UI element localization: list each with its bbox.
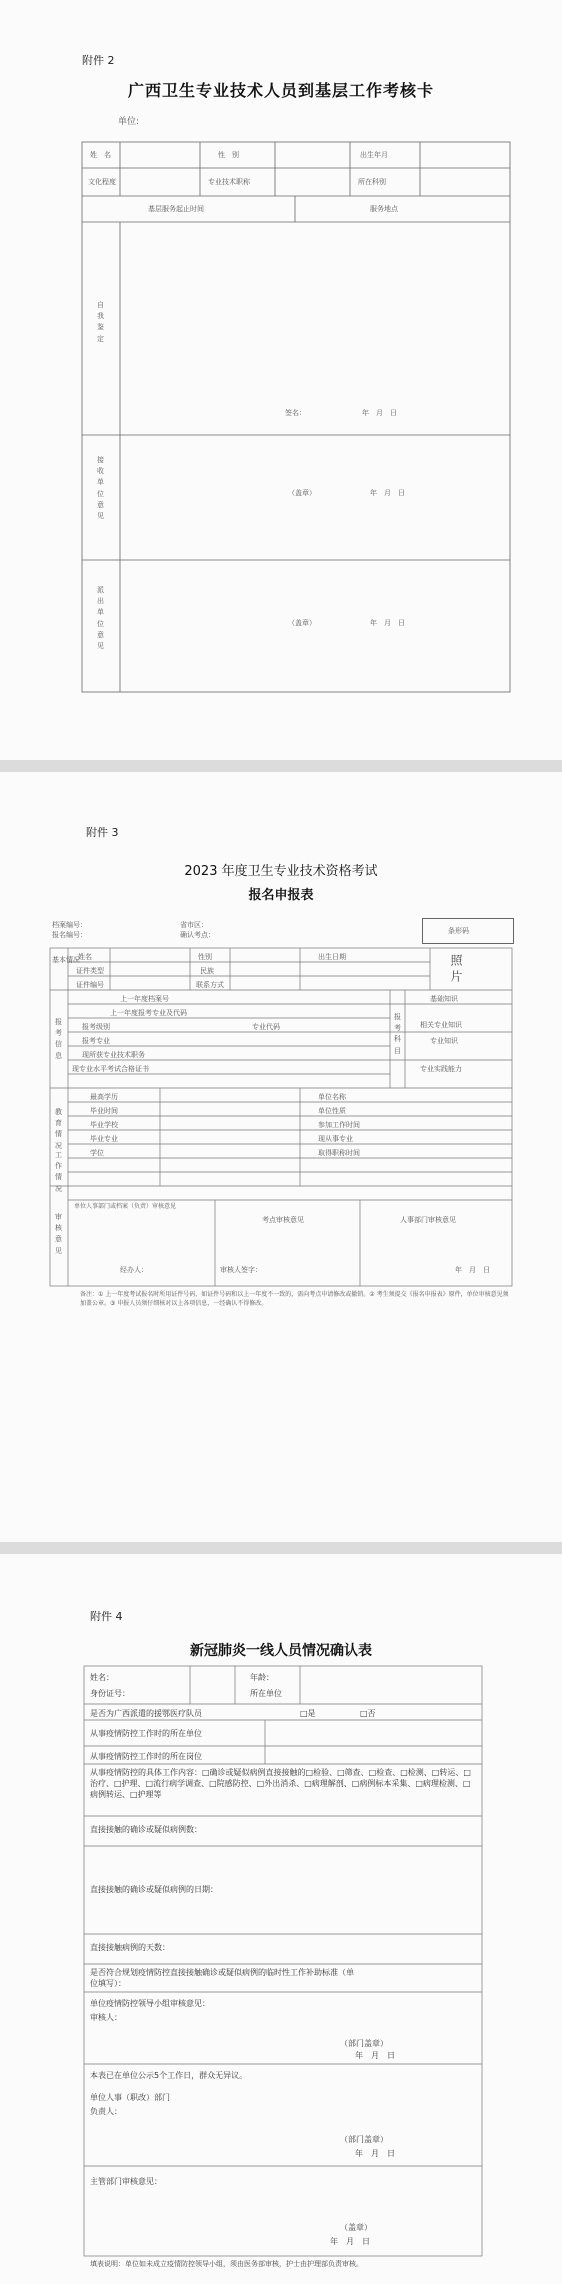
major-code-label: 专业代码 [252, 1023, 280, 1031]
date-2: 年 月 日 [355, 2149, 395, 2158]
birth-label: 出生年月 [360, 151, 388, 159]
exam-no-label: 档案编号： [52, 921, 87, 929]
work-time-label: 参加工作时间 [318, 1121, 360, 1129]
title-grant-label: 取得职称时间 [318, 1149, 360, 1157]
personnel-label: 人事部门审核意见 [400, 1216, 456, 1224]
publicity-text: 本表已在单位公示5个工作日，群众无异议。 [90, 2071, 248, 2080]
page-title-line1: 2023 年度卫生专业技术资格考试 [184, 864, 378, 879]
signer-label: 审核人签字： [220, 1266, 262, 1274]
prev-year-label: 上一年度档案号 [120, 995, 169, 1003]
id-no-label: 身份证号： [90, 1689, 130, 1698]
service-time-label: 基层服务起止时间 [148, 205, 204, 213]
attachment-label: 附件 3 [86, 826, 119, 839]
confirm-label: 确认考点： [180, 931, 215, 939]
section-subjects: 报考科目 [394, 1013, 401, 1055]
gender-label: 性 别 [218, 151, 239, 159]
page-attachment-3 [0, 772, 562, 1542]
photo-placeholder: 照片 [449, 954, 463, 986]
page-attachment-4 [0, 1554, 562, 2284]
tech-title-label: 专业技术职称 [208, 178, 250, 186]
self-eval-signature: 签名： [285, 409, 306, 417]
q1-yes[interactable]: □是 [300, 1709, 316, 1718]
name-label: 姓名 [78, 953, 92, 961]
supervisor-label: 主管部门审核意见： [90, 2177, 162, 2186]
subject-practice: 专业实践能力 [420, 1065, 462, 1073]
subject-related: 相关专业知识 [420, 1021, 462, 1029]
section-review: 审核意见 [55, 1213, 62, 1255]
q4-label: 从事疫情防控的具体工作内容：□确诊或疑似病例直接接触的□检验、□筛查、□检查、□检测、□转运、□治疗、□护理、□流行病学调查、□院感防控、□外出消杀、□病理解剖、□病例标本采集、□病理检测、□病例转运、□护理等 [90, 1768, 471, 1799]
reviewer-label: 审核人： [90, 2013, 122, 2022]
unit-label: 单位: [118, 117, 140, 127]
work-unit-label: 单位名称 [318, 1093, 346, 1101]
exam-opinion-label: 考点审核意见 [262, 1216, 304, 1224]
handler-label: 经办人： [120, 1266, 148, 1274]
q7-label: 直接接触病例的天数： [90, 1943, 170, 1952]
self-eval-label: 自我鉴定 [97, 301, 104, 343]
service-place-label: 服务地点 [370, 205, 398, 213]
date-3: 年 月 日 [330, 2237, 370, 2246]
page-attachment-2 [0, 0, 562, 760]
q2-label: 从事疫情防控工作时的所在单位 [90, 1729, 202, 1738]
receiving-date: 年 月 日 [370, 489, 405, 497]
name-label: 姓名： [90, 1673, 114, 1682]
contact-label: 联系方式 [196, 981, 224, 989]
page-title-line2: 报名申报表 [248, 888, 314, 903]
current-title-label: 现所获专业技术职务 [82, 1051, 145, 1059]
form-grid [0, 1554, 562, 2284]
page-title: 广西卫生专业技术人员到基层工作考核卡 [127, 81, 434, 100]
gender-label: 性别 [198, 953, 212, 961]
prev-level-label: 上一年度报考专业及代码 [110, 1009, 187, 1017]
degree-label: 学位 [90, 1149, 104, 1157]
section-education: 教育情况 [55, 1108, 62, 1150]
receiving-unit-label: 接收单位意见 [97, 456, 104, 520]
hr-label: 单位人事（职改）部门 [90, 2093, 170, 2102]
work-nature-label: 单位性质 [318, 1107, 346, 1115]
attachment-label: 附件 4 [90, 1610, 123, 1623]
form-grid [0, 772, 562, 1542]
subject-professional: 专业知识 [430, 1037, 458, 1045]
footer-note: 填表说明：单位如未成立疫情防控领导小组，须由医务部审核，护士由护理部负责审核。 [90, 2260, 363, 2268]
attachment-label: 附件 2 [82, 54, 115, 67]
self-eval-date: 年 月 日 [362, 409, 397, 417]
dept-seal-2: （部门盖章） [340, 2135, 388, 2144]
id-no-label: 证件编号 [76, 981, 104, 989]
major-label: 毕业专业 [90, 1135, 118, 1143]
apply-major-label: 报考专业 [82, 1037, 110, 1045]
section-basic: 基本情况 [52, 956, 80, 964]
reg-no-label: 报名编号： [52, 931, 87, 939]
q6-label: 直接接触的确诊或疑似病例的日期： [90, 1885, 218, 1894]
id-type-label: 证件类型 [76, 967, 104, 975]
department-label: 所在科别 [358, 178, 386, 186]
ethnic-label: 民族 [200, 967, 214, 975]
current-cert-label: 现专业水平考试合格证书 [72, 1065, 149, 1073]
highest-edu-label: 最高学历 [90, 1093, 118, 1101]
unit-label: 所在单位 [250, 1689, 282, 1698]
dispatch-date: 年 月 日 [370, 619, 405, 627]
grad-time-label: 毕业时间 [90, 1107, 118, 1115]
q3-label: 从事疫情防控工作时的所在岗位 [90, 1752, 202, 1761]
province-label: 省市区： [180, 921, 208, 929]
school-label: 毕业学校 [90, 1121, 118, 1129]
notes-text: 备注：① 上一年度考试报名时所用证件号码，如证件号码和以上一年度不一致的，需向考点申请修改或撤销。② 考生须提交《报名申报表》原件，单位审核意见须加盖公章。③ 申报人员须仔细核对以上各项信息，一经确认不得修改。 [80, 1291, 509, 1307]
receiving-seal: （盖章） [288, 489, 316, 497]
seal-label: （盖章） [340, 2223, 372, 2232]
review-date: 年 月 日 [455, 1266, 490, 1274]
page-title: 新冠肺炎一线人员情况确认表 [190, 1643, 372, 1659]
name-label: 姓 名 [90, 151, 111, 159]
birth-label: 出生日期 [318, 953, 346, 961]
subject-base: 基础知识 [430, 995, 458, 1003]
q1-label: 是否为广西派遣的援鄂医疗队员 [90, 1709, 202, 1718]
section-work: 工作情况 [55, 1151, 62, 1193]
responsible-label: 负责人： [90, 2107, 122, 2116]
q9-label: 单位疫情防控领导小组审核意见： [90, 1999, 210, 2008]
q1-no[interactable]: □否 [360, 1709, 376, 1718]
age-label: 年龄： [250, 1673, 274, 1682]
date-1: 年 月 日 [355, 2051, 395, 2060]
current-post-label: 现从事专业 [318, 1135, 353, 1143]
apply-level-label: 报考级别 [82, 1023, 110, 1031]
form-grid [0, 0, 562, 760]
q5-label: 直接接触的确诊或疑似病例数： [90, 1825, 202, 1834]
q8-label: 是否符合规划疫情防控直接接触确诊或疑似病例的临时性工作补助标准（单位填写）： [90, 1968, 354, 1988]
dept-seal-1: （部门盖章） [340, 2039, 388, 2048]
section-apply: 报考信息 [55, 1018, 62, 1060]
dispatch-seal: （盖章） [288, 619, 316, 627]
unit-opinion-label: 单位人事部门或档案（负责）审核意见 [74, 1203, 177, 1210]
barcode-label: 条形码 [448, 927, 469, 935]
education-label: 文化程度 [88, 178, 116, 186]
dispatch-unit-label: 派出单位意见 [97, 586, 104, 650]
